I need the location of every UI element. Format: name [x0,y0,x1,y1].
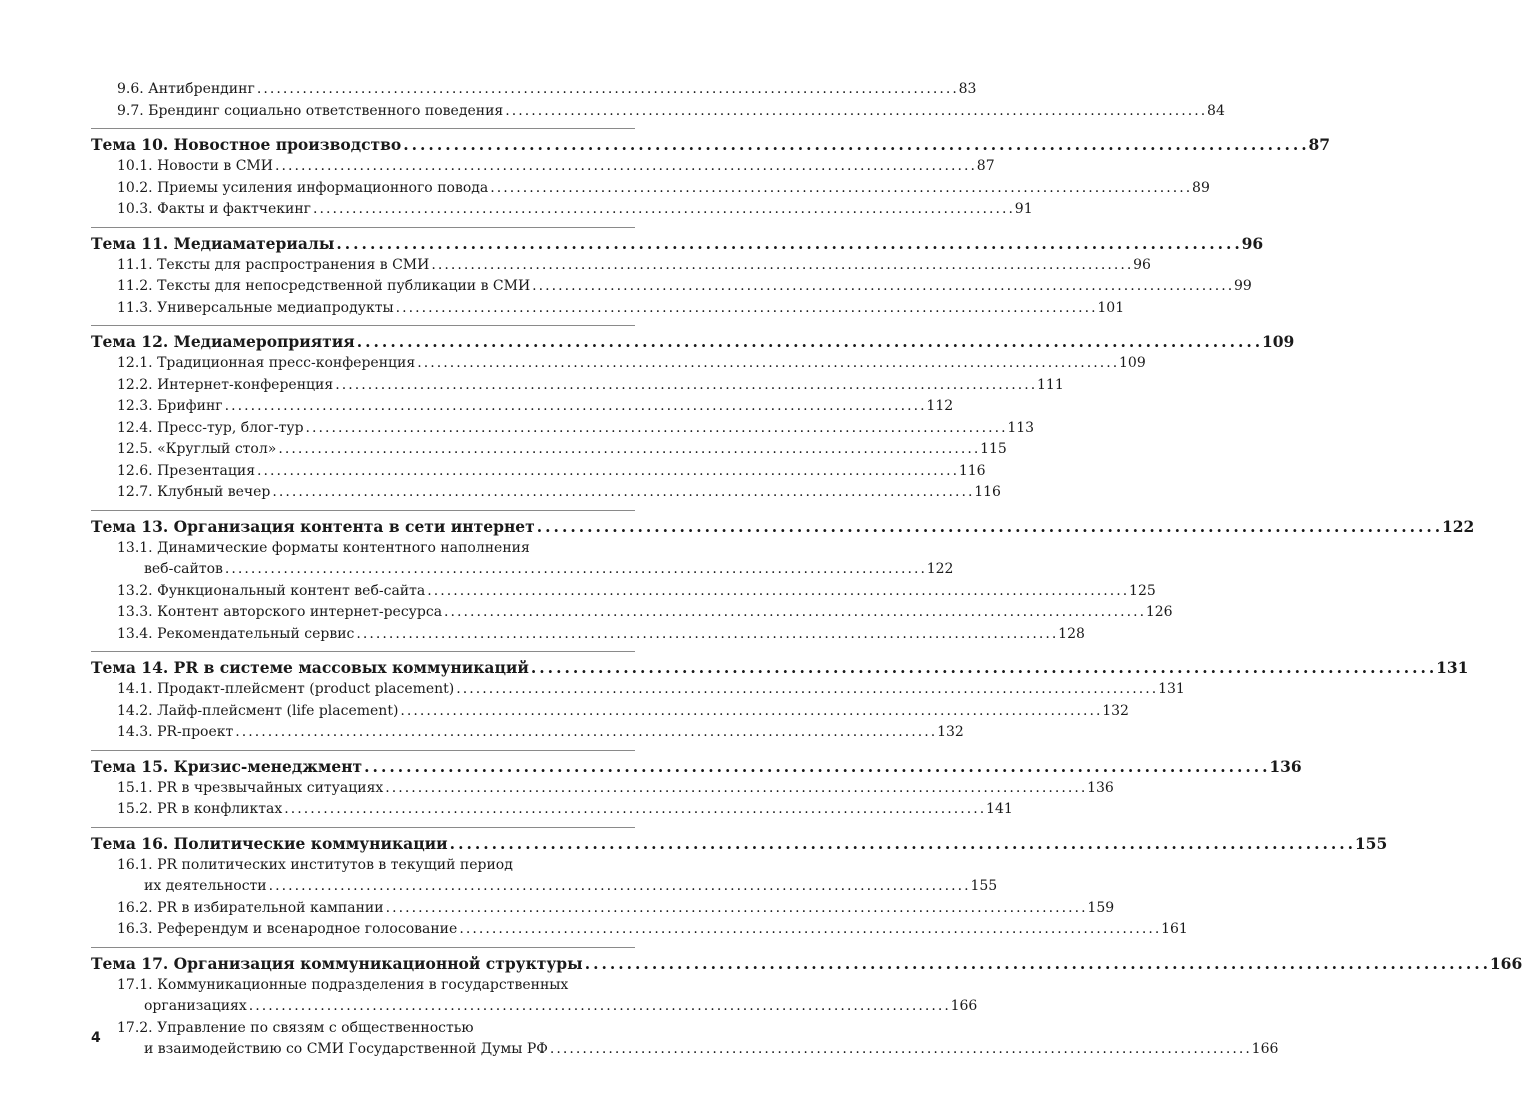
toc-entry [91,79,977,101]
toc-entry [91,898,1115,920]
table-of-contents [91,79,1522,1061]
topic-page: 131 [1436,658,1469,677]
toc-entry-title: 11.2. Тексты для непосредственной публикации в СМИ [117,278,531,294]
toc-entry-page: 128 [1058,625,1085,642]
toc-entry [91,996,978,1018]
toc-entry-page: 91 [1014,201,1033,217]
toc-entry-title: 12.1. Традиционная пресс-конференция [117,355,416,371]
toc-entry-page: 132 [937,724,964,740]
toc-entry-page: 159 [1087,899,1115,916]
toc-entry-title: 12.3. Брифинг [117,398,223,414]
toc-topic-heading [91,330,1295,353]
toc-leader-dots [396,298,1095,320]
toc-entry [91,482,1001,504]
toc-leader-dots [431,255,1130,277]
toc-entry-page: 136 [1087,779,1114,796]
toc-leader-dots [386,898,1085,920]
toc-entry-title: 13.3. Контент авторского интернет-ресурса [117,604,443,620]
toc-entry-title: 15.2. PR в конфликтах [117,801,283,817]
toc-entry-title: 14.1. Продакт-плейсмент (product placement) [117,681,455,697]
toc-entry-page: 96 [1133,256,1151,273]
toc-leader-dots [306,418,1005,440]
toc-entry [91,778,1114,800]
toc-entry [91,722,964,744]
toc-entry-title-line: 13.1. Динамические форматы контентного наполнения [117,539,530,556]
toc-entry-title: 12.5. «Круглый стол» [117,441,277,457]
toc-entry-page: 84 [1207,102,1225,119]
toc-leader-dots [235,722,934,744]
toc-leader-dots [531,656,1433,679]
section-divider [91,128,635,129]
toc-entry-title: веб-сайтов [144,561,223,577]
toc-leader-dots [313,199,1012,221]
toc-entry-page: 89 [1192,179,1210,196]
page-number: 4 [91,1030,101,1046]
toc-entry-page: 111 [1037,376,1064,393]
section-divider [91,947,635,948]
toc-entry-title: 12.7. Клубный вечер [117,484,271,500]
toc-entry-page: 166 [1251,1041,1279,1057]
toc-entry-title: 9.7. Брендинг социально ответственного поведения [117,102,504,119]
toc-leader-dots [537,515,1439,538]
toc-entry-title: 12.4. Пресс-тур, блог-тур [117,419,304,436]
topic-title: Тема 14. PR в системе массовых коммуникаций [91,658,529,677]
toc-entry-page: 155 [970,878,998,894]
toc-entry-title: 16.3. Референдум и всенародное голосование [117,921,458,937]
toc-leader-dots [585,952,1487,975]
toc-entry-title: и взаимодействию со СМИ Государственной Думы РФ [144,1041,548,1057]
toc-entry-page: 166 [950,998,978,1014]
toc-entry-page: 126 [1145,604,1173,620]
toc-topic-heading [91,952,1522,975]
toc-entry [91,255,1151,277]
toc-entry [91,353,1146,375]
section-divider [91,750,635,751]
toc-entry-page: 109 [1119,355,1146,371]
toc-topic-heading [91,232,1264,255]
toc-entry-page: 132 [1102,702,1129,719]
toc-entry-page: 87 [976,158,995,174]
toc-leader-dots [490,178,1189,200]
toc-topic-heading [91,755,1302,778]
toc-entry-page: 161 [1161,921,1188,937]
toc-entry [91,439,1007,461]
toc-entry [91,101,1225,123]
toc-leader-dots [356,624,1055,646]
topic-page: 109 [1261,332,1295,351]
toc-entry-page: 131 [1158,681,1185,697]
topic-title: Тема 15. Кризис-менеджмент [91,756,363,776]
topic-page: 96 [1241,233,1264,253]
toc-entry [91,919,1188,941]
toc-leader-dots [450,832,1352,855]
toc-entry-page: 125 [1129,582,1156,599]
topic-page: 122 [1441,516,1475,536]
toc-topic-heading [91,515,1475,538]
toc-leader-dots [336,232,1238,255]
toc-entry-title: организациях [144,998,247,1014]
toc-entry-page: 112 [926,398,954,414]
toc-leader-dots [257,461,956,483]
toc-entry-page: 122 [926,561,954,577]
toc-entry [91,1039,1279,1061]
toc-leader-dots [225,396,924,418]
topic-title: Тема 17. Организация коммуникационной структуры [91,953,583,973]
topic-page: 166 [1489,953,1522,973]
topic-title: Тема 16. Политические коммуникации [91,833,448,853]
toc-leader-dots [249,996,948,1018]
toc-entry-page: 115 [980,441,1007,457]
toc-entry-title: 11.3. Универсальные медиапродукты [117,299,394,316]
toc-entry-title-line: 17.2. Управление по связям с общественностью [117,1019,474,1036]
topic-title: Тема 13. Организация контента в сети интернет [91,516,535,536]
toc-entry-page: 113 [1007,419,1035,436]
topic-title: Тема 12. Медиамероприятия [91,332,355,351]
toc-leader-dots [225,559,924,581]
toc-topic-heading [91,133,1331,156]
toc-entry [91,876,998,898]
toc-entry-page: 99 [1233,278,1252,294]
section-divider [91,651,635,652]
toc-leader-dots [444,602,1143,624]
toc-topic-heading [91,656,1469,679]
toc-entry [91,559,954,581]
toc-entry [91,624,1085,646]
toc-leader-dots [257,79,956,101]
toc-leader-dots [284,799,983,821]
toc-entry-title: 10.2. Приемы усиления информационного повода [117,179,489,196]
toc-entry-title: 16.2. PR в избирательной кампании [117,899,384,916]
toc-leader-dots [550,1039,1249,1061]
toc-entry [91,679,1185,701]
toc-entry-title: 10.1. Новости в СМИ [117,158,273,174]
section-divider [91,325,635,326]
toc-entry [91,375,1064,397]
topic-page: 87 [1308,135,1331,154]
toc-entry-title: 14.2. Лайф-плейсмент (life placement) [117,702,399,719]
toc-entry [91,276,1252,298]
section-divider [91,827,635,828]
toc-leader-dots [400,701,1099,723]
toc-entry-title: их деятельности [144,878,267,894]
toc-entry-page: 101 [1097,299,1125,316]
toc-entry-title: 12.2. Интернет-конференция [117,376,334,393]
toc-entry [91,199,1033,221]
toc-leader-dots [456,679,1155,701]
toc-entry [91,461,986,483]
toc-leader-dots [459,919,1158,941]
toc-entry-title: 12.6. Презентация [117,462,256,479]
toc-entry-title: 15.1. PR в чрезвычайных ситуациях [117,779,384,796]
toc-leader-dots [275,156,974,178]
toc-entry-title: 13.4. Рекомендательный сервис [117,625,355,642]
toc-entry [91,602,1173,624]
topic-title: Тема 11. Медиаматериалы [91,233,335,253]
toc-leader-dots [427,581,1126,603]
toc-leader-dots [269,876,968,898]
topic-page: 136 [1269,756,1302,776]
toc-leader-dots [357,330,1259,353]
toc-entry-title: 11.1. Тексты для распространения в СМИ [117,256,430,273]
toc-entry-title: 10.3. Факты и фактчекинг [117,201,311,217]
toc-entry-title: 9.6. Антибрендинг [117,81,255,97]
toc-entry-title: 14.3. PR-проект [117,724,234,740]
toc-leader-dots [278,439,977,461]
toc-entry [91,396,954,418]
toc-leader-dots [403,133,1305,156]
topic-page: 155 [1354,833,1388,853]
section-divider [91,227,635,228]
toc-leader-dots [272,482,971,504]
toc-leader-dots [364,755,1266,778]
toc-leader-dots [532,276,1231,298]
toc-entry-title-line: 17.1. Коммуникационные подразделения в государственных [117,976,569,993]
toc-entry-title: 13.2. Функциональный контент веб-сайта [117,582,426,599]
toc-entry [91,799,1013,821]
toc-topic-heading [91,832,1388,855]
toc-leader-dots [505,101,1204,123]
toc-entry [91,418,1035,440]
toc-entry-page: 116 [958,462,986,479]
toc-leader-dots [417,353,1116,375]
toc-entry [91,701,1129,723]
toc-entry-page: 116 [974,484,1001,500]
section-divider [91,510,635,511]
toc-entry [91,178,1210,200]
toc-entry-page: 141 [986,801,1013,817]
toc-entry [91,156,995,178]
toc-entry [91,298,1125,320]
toc-leader-dots [335,375,1034,397]
toc-leader-dots [385,778,1084,800]
toc-entry-page: 83 [958,81,977,97]
toc-entry-title-line: 16.1. PR политических институтов в текущий период [117,856,513,873]
topic-title: Тема 10. Новостное производство [91,135,402,154]
toc-entry [91,581,1156,603]
